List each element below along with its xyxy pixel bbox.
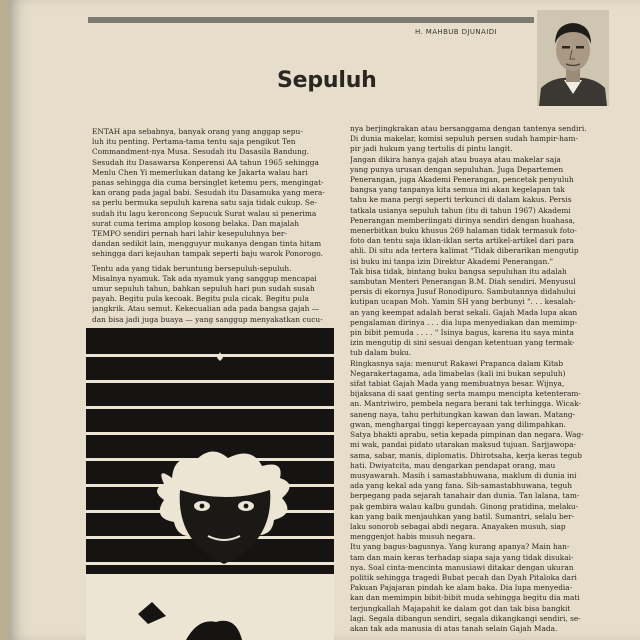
- text-line: Commandment-nya Musa. Sesudah itu Dasasila Bandung.: [92, 147, 309, 157]
- text-line: surat cuma terima amplop kosong belaka. Dan majalah: [92, 218, 300, 228]
- text-line: persis di ekornya Jusuf Ronodipuro. Sambutannya didahului: [350, 287, 576, 297]
- text-line: isi buku ini tanpa izin Direktur Akademi Penerangan.": [350, 256, 553, 266]
- text-line: hati. Dwiyatcita, mau dengarkan pendapat orang, mau: [350, 460, 556, 470]
- text-line: Negarakertagama, ada limabelas (kali ini bukan sepuluh): [350, 368, 566, 378]
- text-line: kan orang pada jagal babi. Sesudah itu Dasamuka yang mera-: [92, 188, 325, 198]
- text-line: ada yang kekal ada yang fana. Sih-samastabhuwana, teguh: [350, 481, 572, 491]
- text-line: tub dalam buku.: [350, 348, 412, 358]
- text-line: tatkala usianya sepuluh tahun (itu di tahun 1967) Akademi: [350, 205, 571, 215]
- text-line: Menlu Chen Yi memerlukan datang ke Jakarta walau hari: [92, 167, 308, 177]
- text-line: menerbitkan buku khusus 269 halaman tidak termasuk foto-: [350, 226, 577, 236]
- text-line: lagi. Segala dibangun sendiri, segala dikangkangi sendiri, se-: [350, 613, 581, 623]
- text-line: Ringkasnya saja: menurut Rakawi Prapanca dalam Kitab: [350, 358, 564, 368]
- text-line: foto dan tentu saja iklan-iklan serta artikel-artikel dari para: [350, 236, 574, 246]
- text-line: pak gembira walau kalbu gundah. Ginong pratidina, melaku-: [350, 501, 579, 511]
- text-line: Di dunia makelar, komisi sepuluh persen sudah hampir-ham-: [350, 134, 578, 144]
- text-line: saneng naya, tahu perhitungkan kawan dan lawan. Matang-: [350, 409, 576, 419]
- text-line: izin mengutip di sini sesuai dengan ketentuan yang termak-: [350, 338, 575, 348]
- text-line: berpegang pada sejarah tanahair dan dunia. Tan lalana, tam-: [350, 491, 580, 501]
- text-line: tahu ke mana pergi seperti terkunci di dalam kakus. Persis: [350, 195, 572, 205]
- text-line: pin bibit pemuda . . . . " Isinya bagus, karena itu saya mintа: [350, 328, 574, 338]
- text-line: menggenjot habis musuh negara.: [350, 532, 476, 542]
- text-line: Tak bisa tidak, bintang buku bangsa sepuluhan itu adalah: [350, 266, 567, 276]
- author-portrait-photo: [537, 10, 609, 106]
- text-line: ENTAH apa sebabnya, banyak orang yang anggap sepu-: [92, 127, 303, 136]
- text-line: panas sehingga dia cuma bersinglet ketemu pers, mengingat-: [92, 178, 324, 188]
- text-line: payah. Begitu pula kecoak. Begitu pula cicak. Begitu pula: [92, 294, 309, 304]
- text-line: sudah itu lagu keroncong Sepucuk Surat walau si penerima: [92, 208, 317, 218]
- text-line: nya. Soal cinta-mencinta manusiawi ditakar dengan ukuran: [350, 562, 574, 572]
- text-line: kutipan ucapan Moh. Yamin SH yang berbunyi ". . . kesalah-: [350, 297, 576, 307]
- text-line: sehingga dari kejauhan tampak seperti baju warok Ponorogo.: [92, 249, 323, 259]
- header-rule: [88, 17, 534, 23]
- text-line: dandan sedikit lain, mengguyur mukanya dengan tinta hitam: [92, 239, 322, 249]
- text-line: laku sonorob sebagai abdi negara. Anayaken musuh, siap: [350, 521, 566, 531]
- text-column-right: [350, 124, 612, 634]
- text-line: gwan, menghargai tinggi kepercayaan yang dilimpahkan.: [350, 419, 566, 429]
- text-line: jangkrik. Atau semut. Kekecualian ada pada bangsa gajah —: [92, 304, 320, 314]
- text-line: nya berjingkrakan atau bersanggama dengan tantenya sendiri.: [350, 124, 587, 133]
- text-line: Sesudah itu Dasawarsa Konperensi AA tahun 1965 sehingga: [92, 157, 319, 167]
- text-line: an yang keempat adalah berat sekali. Gajah Mada lupa akan: [350, 307, 578, 317]
- text-line: musyawarah. Masih i samastabhuwana, maklum di dunia ini: [350, 470, 577, 480]
- text-line: kan yang baik menjauhkan yang batil. Sumantri, selalu ber-: [350, 511, 575, 521]
- text-line: terjungkallah Majapahit ke dalam got dan tak bisa bangkit: [350, 603, 571, 613]
- text-line: yang punya urusan dengan sepuluhan. Juga Departemen: [350, 164, 564, 174]
- text-line: bangsa yang tanpanya kita semua ini akan kegelapan tak: [350, 185, 565, 195]
- illustration-drawing: [86, 328, 334, 640]
- text-line: pir jadi hukum yang tertulis di pintu langit.: [350, 144, 513, 154]
- text-line: umur sepuluh tahun, bahkan sepuluh hari pun sudah susah: [92, 284, 315, 294]
- text-line: Pakuan Pajajaran pindah ke alam baka. Dia lupa menyedia-: [350, 583, 573, 593]
- text-line: Misalnya nyamuk. Tak ada nyamuk yang sanggup mencapai: [92, 273, 317, 283]
- text-line: Penerangan memberiingati dirinya sendiri dengan huahasa,: [350, 215, 576, 225]
- text-line: bijaksana di saat genting serta mampu mencipta ketenteram-: [350, 389, 581, 399]
- text-line: sifat tabiat Gajah Mada yang membuatnya besar. Wijnya,: [350, 379, 565, 389]
- text-line: tam dan main keras terhadap siapa saja yang tidak disukai-: [350, 552, 574, 562]
- text-line: mi wak, pandai pidato utarakan maksud tujuan. Sarjjawopa-: [350, 440, 577, 450]
- text-line: akan tak ada manusia di atas tanah selain Gajah Mada.: [350, 623, 558, 633]
- text-line: pengalaman dirinya . . . dia lupa menyediakan dan memimp-: [350, 317, 577, 327]
- article-title: Sepuluh: [277, 68, 377, 93]
- text-line: sa perlu bermuka sepuluh karena satu saja tidak cukup. Se-: [92, 198, 317, 208]
- text-line: sambutan Menteri Penerangan B.M. Diah sendiri. Menyusul: [350, 277, 576, 287]
- text-line: Satya bhakti aprabu, setia kepada pimpinan dan negara. Wag-: [350, 430, 584, 440]
- text-line: Tentu ada yang tidak beruntung bersepuluh-sepuluh.: [92, 263, 292, 273]
- portrait-drawing: [537, 10, 609, 106]
- text-line: TEMPO sendiri pernah hari lahir kesepuluhnya ber-: [92, 229, 287, 239]
- text-line: Penerangan, juga Akademi Penerangan, pencetak penyuluh: [350, 175, 574, 185]
- text-line: Jangan dikira hanya gajah atau buaya atau makelar saja: [350, 154, 561, 164]
- text-line: an. Mantriwiro, pembela negara berani tak terhingga. Wicak-: [350, 399, 582, 409]
- text-line: ahli. Di situ ada tertera kalimat "Tidak diberarikan mengutip: [350, 246, 579, 256]
- text-line: dan bisa jadi juga buaya — yang sanggup menyakatkan cucu-: [92, 314, 323, 324]
- magazine-page: [10, 0, 640, 640]
- striped-illustration-face: [86, 328, 334, 640]
- text-line: Itu yang bagus-bagusnya. Yang kurang apanya? Main han-: [350, 542, 570, 552]
- text-line: kan dan memimpin bibit-bibit muda sehingga begitu dia mati: [350, 593, 580, 603]
- author-byline: H. MAHBUB DJUNAIDI: [415, 28, 497, 36]
- text-line: politik sehingga tragedi Bubat pecah dan Dyah Pitaloka dari: [350, 572, 577, 582]
- text-column-left: [92, 127, 338, 325]
- text-line: sama, sabar, manis, diplomatis. Dhirotsaha, kerja keras tegub: [350, 450, 582, 460]
- text-line: luh itu penting. Pertama-tama tentu saja pengikut Ten: [92, 137, 296, 147]
